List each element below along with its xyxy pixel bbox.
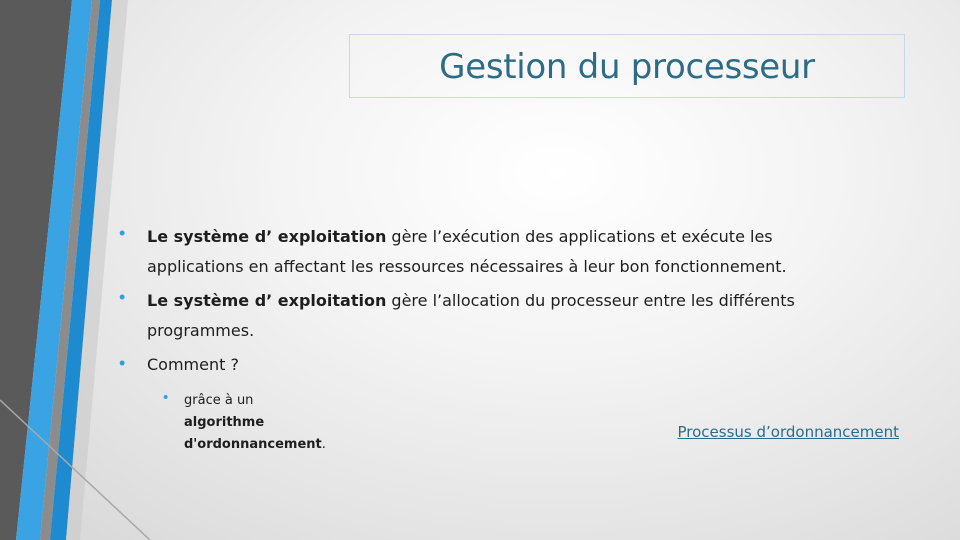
- bullet-2-bold: Le système d’ exploitation: [147, 291, 387, 310]
- sub-bullet-suffix: .: [321, 437, 326, 452]
- bullet-icon: •: [119, 353, 126, 373]
- slide-title: Gestion du processeur: [439, 47, 815, 87]
- bullet-1-bold: Le système d’ exploitation: [147, 227, 387, 246]
- sub-bullet-bold: algorithme d'ordonnancement: [184, 415, 322, 452]
- bullet-icon: •: [119, 223, 126, 243]
- decorative-stripes: [0, 0, 160, 540]
- sub-bullet: [184, 390, 326, 456]
- bullet-1-line2: applications en affectant les ressources nécessaires à leur bon fonctionnement.: [147, 257, 787, 276]
- bullet-3: [147, 350, 887, 380]
- bullet-icon: •: [119, 287, 126, 307]
- bullet-2-line2: programmes.: [147, 321, 255, 340]
- processus-ordonnancement-link[interactable]: Processus d’ordonnancement: [677, 423, 899, 441]
- bullet-1-text: gère l’exécution des applications et exécute les: [386, 227, 773, 246]
- bullet-2: [147, 286, 887, 346]
- sub-bullet-prefix: grâce à un: [184, 393, 254, 408]
- sub-bullet-icon: •: [163, 389, 169, 406]
- title-box: [349, 34, 905, 98]
- bullet-3-text: Comment ?: [147, 355, 239, 374]
- bullet-2-text: gère l’allocation du processeur entre les différents: [386, 291, 795, 310]
- bullet-1: [147, 222, 887, 282]
